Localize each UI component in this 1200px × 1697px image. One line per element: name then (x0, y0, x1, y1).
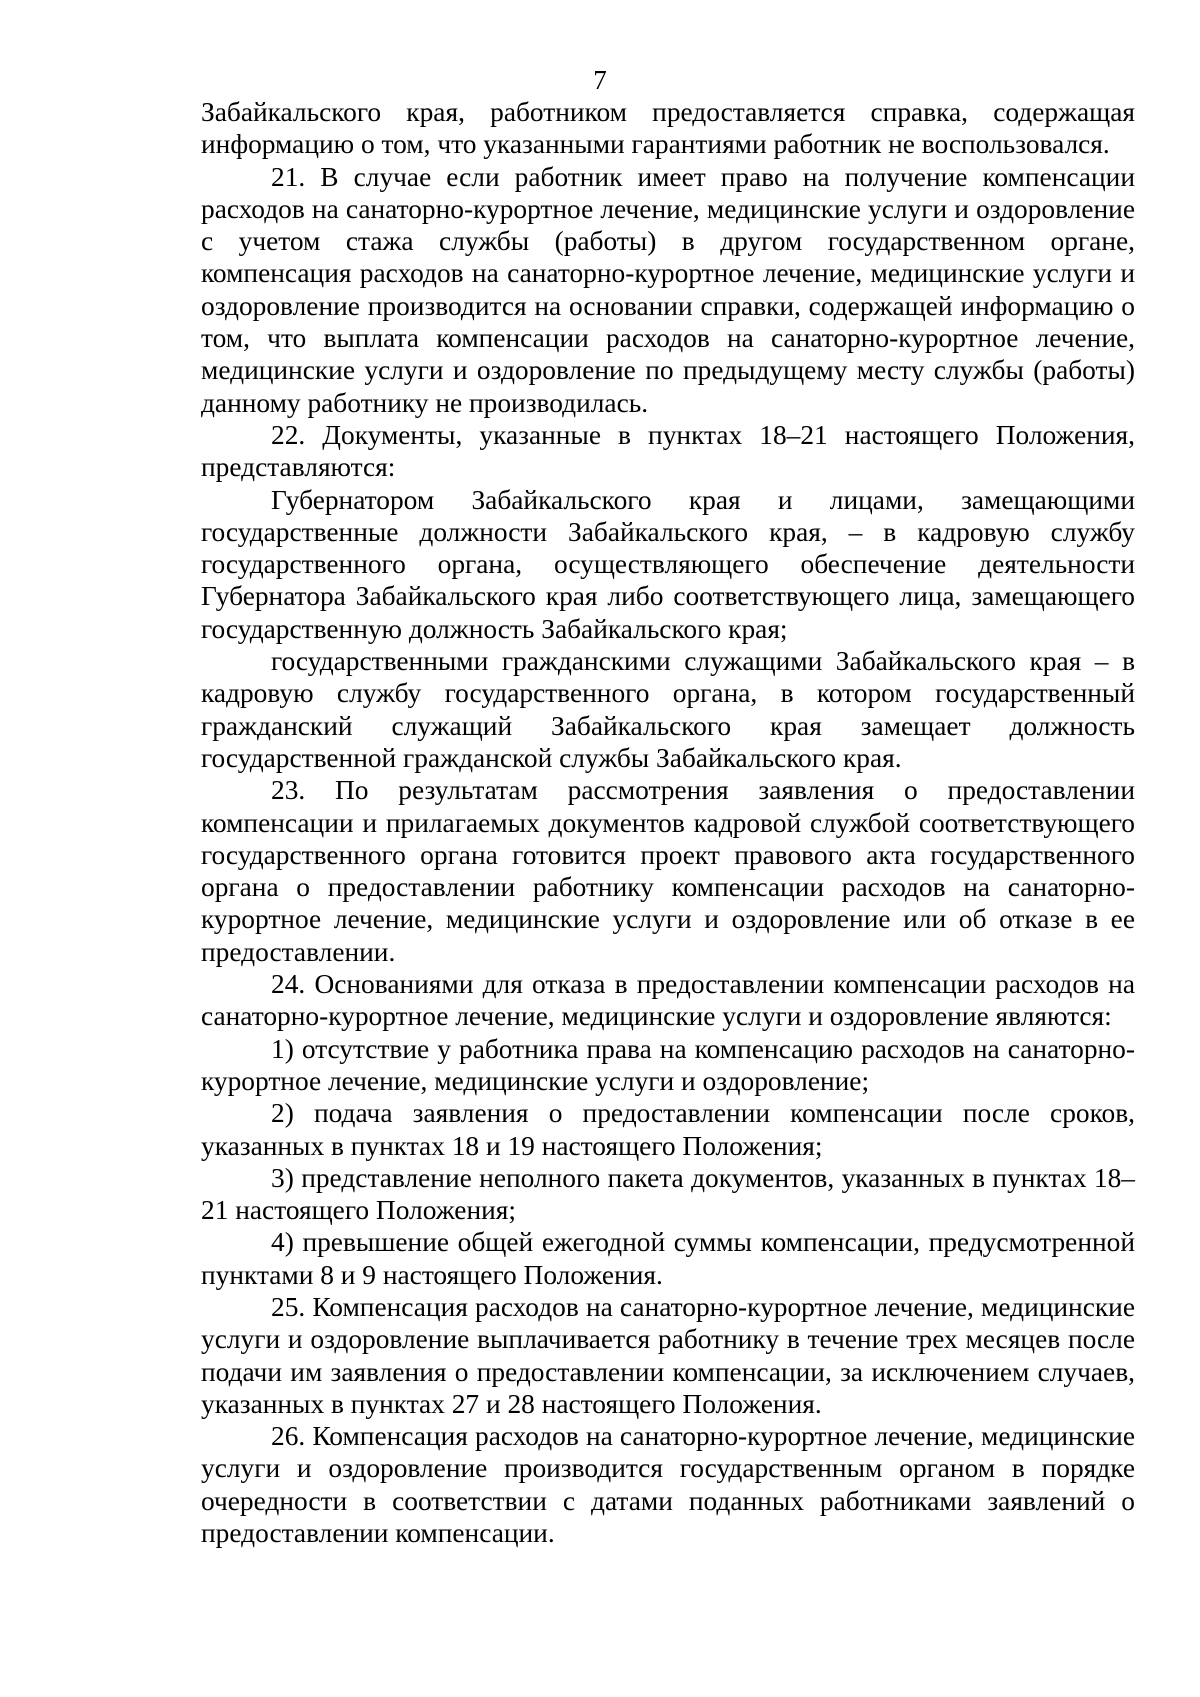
refusal-ground-2: 2) подача заявления о предоставлении компенсации после сроков, указанных в пунктах 18 и 19 настоящего Положения; (201, 1098, 1135, 1161)
document-body (201, 96, 1135, 1549)
paragraph-item-22: 22. Документы, указанные в пунктах 18–21 настоящего Положения, представляются: (201, 419, 1135, 483)
paragraph-governor-submission: Губернатором Забайкальского края и лицами, замещающими государственные должности Забайкальского края, – в кадровую службу государственного органа, осуществляющего обеспечение деятельности Губернатора Забайкальского края либо соответствующего лица, замещающего государственную должность Забайкальского края; (201, 484, 1135, 644)
paragraph-item-25: 25. Компенсация расходов на санаторно-курортное лечение, медицинские услуги и оздоровление выплачивается работнику в течение трех месяцев после подачи им заявления о предоставлении компенсации, за исключением случаев, указанных в пунктах 27 и 28 настоящего Положения. (201, 1291, 1135, 1419)
paragraph-continuation: Забайкальского края, работником предоставляется справка, содержащая информацию о том, что указанными гарантиями работник не воспользовался. (201, 97, 1135, 160)
paragraph-civil-servant-submission: государственными гражданскими служащими Забайкальского края – в кадровую службу государственного органа, в котором государственный гражданский служащий Забайкальского края замещает должность государственной гражданской службы Забайкальского края. (201, 646, 1135, 773)
paragraph-item-23: 23. По результатам рассмотрения заявления о предоставлении компенсации и прилагаемых документов кадровой службой соответствующего государственного органа готовится проект правового акта государственного органа о предоставлении работнику компенсации расходов на санаторно-курортное лечение, медицинские услуги и оздоровление или об отказе в ее предоставлении. (201, 775, 1135, 967)
refusal-ground-4: 4) превышение общей ежегодной суммы компенсации, предусмотренной пунктами 8 и 9 настоящего Положения. (201, 1227, 1135, 1290)
paragraph-item-24: 24. Основаниями для отказа в предоставлении компенсации расходов на санаторно-курортное лечение, медицинские услуги и оздоровление являются: (201, 969, 1135, 1032)
paragraph-item-26: 26. Компенсация расходов на санаторно-курортное лечение, медицинские услуги и оздоровление производится государственным органом в порядке очередности в соответствии с датами поданных работниками заявлений о предоставлении компенсации. (201, 1421, 1135, 1549)
refusal-ground-1: 1) отсутствие у работника права на компенсацию расходов на санаторно-курортное лечение, медицинские услуги и оздоровление; (201, 1033, 1135, 1096)
paragraph-item-21: 21. В случае если работник имеет право на получение компенсации расходов на санаторно-курортное лечение, медицинские услуги и оздоровление с учетом стажа службы (работы) в другом государственном органе, компенсация расходов на санаторно-курортное лечение, медицинские услуги и оздоровление производится на основании справки, содержащей информацию о том, что выплата компенсации расходов на санаторно-курортное лечение, медицинские услуги и оздоровление по предыдущему месту службы (работы) данному работнику не производилась. (201, 161, 1135, 418)
refusal-ground-3: 3) представление неполного пакета документов, указанных в пунктах 18–21 настоящего Положения; (201, 1162, 1135, 1226)
page-number: 7 (593, 65, 607, 95)
